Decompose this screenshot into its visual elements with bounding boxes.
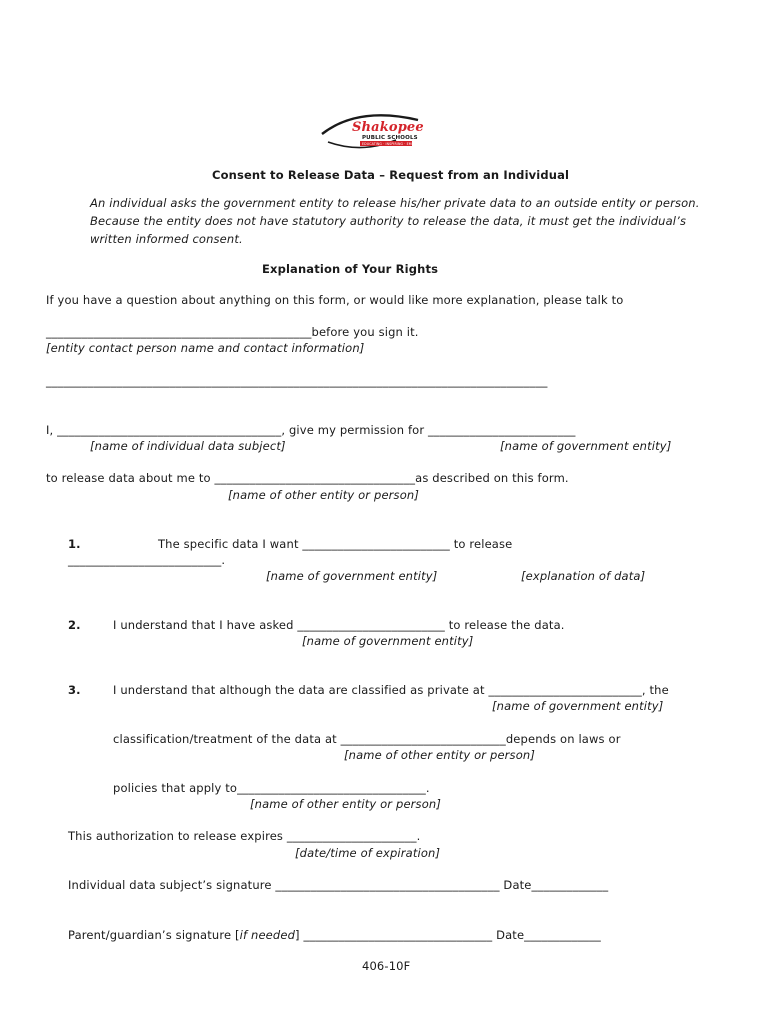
- form-number: 406-10F: [362, 959, 411, 973]
- contact-extra-line: _____________________________________________________________________________________: [46, 374, 548, 388]
- item-1-text: The specific data I want _________________________ to release: [158, 537, 513, 551]
- permission-hint-entity: [name of government entity]: [500, 439, 672, 453]
- expiration-line: This authorization to release expires ______________________.: [68, 829, 421, 843]
- item-3-number: 3.: [68, 683, 81, 697]
- item-3-line-3: policies that apply to________________________________.: [113, 781, 430, 795]
- permission-hint-subject: [name of individual data subject]: [90, 439, 286, 453]
- item-3-hint-1: [name of government entity]: [492, 699, 664, 713]
- guardian-signature-line: [68, 928, 601, 942]
- item-2-hint: [name of government entity]: [302, 634, 474, 648]
- expiration-hint: [date/time of expiration]: [295, 846, 441, 860]
- svg-text:EDUCATING · INSPIRING · EMPOWE: EDUCATING · INSPIRING · EMPOWERING: [362, 142, 431, 146]
- item-3-hint-3: [name of other entity or person]: [250, 797, 441, 811]
- item-1-number: 1.: [68, 537, 81, 551]
- svg-text:Shakopee: Shakopee: [352, 120, 424, 135]
- release-about-hint: [name of other entity or person]: [228, 488, 419, 502]
- guardian-if-needed: if needed: [239, 928, 296, 942]
- guardian-suffix: ] ________________________________ Date_____________: [295, 928, 601, 942]
- individual-signature-line: Individual data subject’s signature ______________________________________ Date_____________: [68, 878, 609, 892]
- item-2-number: 2.: [68, 618, 81, 632]
- intro-line-1: An individual asks the government entity to release his/her private data to an outside entity or person.: [90, 196, 700, 210]
- item-3-text: I understand that although the data are classified as private at __________________________, the: [113, 683, 669, 697]
- document-title: Consent to Release Data – Request from an Individual: [212, 168, 570, 182]
- item-1-hint-entity: [name of government entity]: [266, 569, 438, 583]
- permission-line: I, ______________________________________, give my permission for _________________________: [46, 423, 576, 437]
- contact-hint: [entity contact person name and contact information]: [46, 341, 365, 355]
- item-3-line-2: classification/treatment of the data at ____________________________depends on laws or: [113, 732, 621, 746]
- intro-line-2: Because the entity does not have statutory authority to release the data, it must get the individual’s: [90, 214, 687, 228]
- svg-text:PUBLIC SCHOOLS: PUBLIC SCHOOLS: [362, 135, 418, 141]
- item-1-hint-data: [explanation of data]: [521, 569, 646, 583]
- item-3-hint-2: [name of other entity or person]: [344, 748, 535, 762]
- shakopee-public-schools-logo: [318, 110, 431, 162]
- question-line: If you have a question about anything on this form, or would like more explanation, please talk to: [46, 293, 624, 307]
- rights-heading: Explanation of Your Rights: [262, 262, 439, 276]
- item-1-continuation: __________________________.: [68, 553, 226, 567]
- guardian-prefix: Parent/guardian’s signature [: [68, 928, 240, 942]
- intro-line-3: written informed consent.: [90, 232, 243, 246]
- release-about-line: to release data about me to __________________________________as described on this form.: [46, 471, 569, 485]
- contact-blank-line: _____________________________________________before you sign it.: [46, 325, 419, 339]
- item-2-text: I understand that I have asked _________________________ to release the data.: [113, 618, 565, 632]
